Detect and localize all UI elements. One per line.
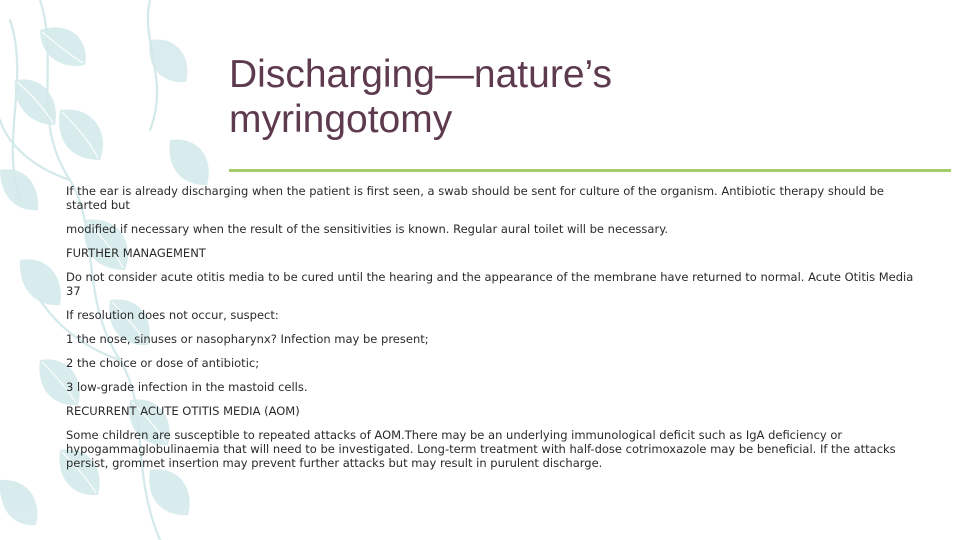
list-item: 1 the nose, sinuses or nasopharynx? Infection may be present; <box>66 332 429 346</box>
slide-body <box>66 184 926 480</box>
section-heading: RECURRENT ACUTE OTITIS MEDIA (AOM) <box>66 404 300 418</box>
body-paragraph: If resolution does not occur, suspect: <box>66 308 279 322</box>
body-paragraph: modified if necessary when the result of the sensitivities is known. Regular aural toilet will be necessary. <box>66 222 669 236</box>
body-paragraph: Some children are susceptible to repeated attacks of AOM.There may be an underlying immunological deficit such as IgA deficiency or hypogammaglobulinaemia that will need to be investigated. Long-term treatment with half-dose cotrimoxazole may be beneficial. If the attacks persist, grommet insertion may prevent further attacks but may result in purulent discharge. <box>66 428 896 470</box>
title-divider <box>229 169 951 172</box>
title-line-1: Discharging—nature’s <box>229 53 612 96</box>
list-item: 3 low-grade infection in the mastoid cells. <box>66 380 308 394</box>
slide-title <box>229 52 909 142</box>
list-item: 2 the choice or dose of antibiotic; <box>66 356 260 370</box>
section-heading: FURTHER MANAGEMENT <box>66 246 206 260</box>
title-line-2: myringotomy <box>229 98 453 141</box>
body-paragraph: Do not consider acute otitis media to be cured until the hearing and the appearance of the membrane have returned to normal. Acute Otitis Media 37 <box>66 270 914 298</box>
body-paragraph: If the ear is already discharging when the patient is first seen, a swab should be sent for culture of the organism. Antibiotic therapy should be started but <box>66 184 884 212</box>
